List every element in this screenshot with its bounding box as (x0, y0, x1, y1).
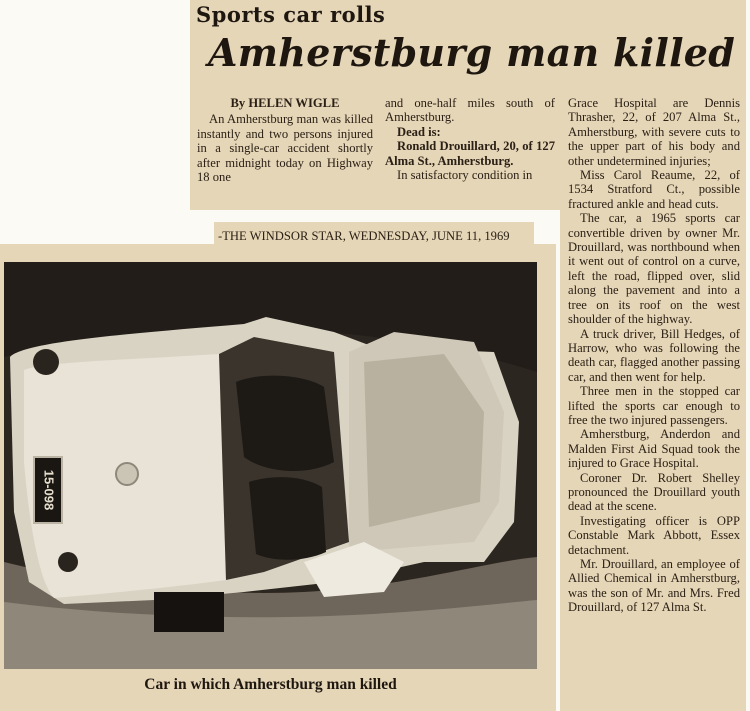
dead-name: Ronald Drouillard, 20, of 127 Alma St., Amherstburg. (385, 139, 555, 168)
paragraph: The car, a 1965 sports car convertible driven by owner Mr. Drouillard, was northbound when it went out of control on a curve, left the road, flipped over, slid along the pavement and into a tree on its roof on the west shoulder of the highway. (568, 211, 740, 327)
headline: Amherstburg man killed (208, 30, 736, 75)
paragraph: In satisfactory condition in (397, 168, 533, 183)
paragraph: and one-half miles south of Amherstburg. (385, 96, 555, 125)
paragraph: Three men in the stopped car lifted the sports car enough to free the two injured passengers. (568, 384, 740, 427)
dateline: -THE WINDSOR STAR, WEDNESDAY, JUNE 11, 1969 (218, 229, 510, 243)
kicker: Sports car rolls (196, 2, 386, 27)
article-column-3 (568, 96, 740, 615)
paragraph: Miss Carol Reaume, 22, of 1534 Stratford Ct., possible fractured ankle and head cuts. (568, 168, 740, 211)
byline: By HELEN WIGLE (230, 96, 340, 110)
paragraph: A truck driver, Bill Hedges, of Harrow, who was following the death car, flagged another passing car, and then went for help. (568, 326, 740, 384)
paragraph: Investigating officer is OPP Constable Mark Abbott, Essex detachment. (568, 513, 740, 557)
paragraph: Mr. Drouillard, an employee of Allied Chemical in Amherstburg, was the son of Mr. and Mrs. Fred Drouillard, of 127 Alma St. (568, 557, 740, 615)
paragraph: An Amherstburg man was killed instantly and two persons injured in a single-car accident shortly after midnight today on Highway 18 one (197, 112, 373, 185)
article-column-1 (197, 96, 373, 184)
paragraph: Grace Hospital are Dennis Thrasher, 22, of 207 Alma St., Amherstburg, with severe cuts to the upper part of his body and other undetermined injuries; (568, 96, 740, 168)
paragraph: Coroner Dr. Robert Shelley pronounced the Drouillard youth dead at the scene. (568, 470, 740, 514)
dead-label: Dead is: (397, 124, 441, 139)
photo-caption: Car in which Amherstburg man killed (144, 676, 397, 693)
news-photo (4, 262, 537, 669)
paragraph: Amherstburg, Anderdon and Malden First Aid Squad took the injured to Grace Hospital. (568, 427, 740, 471)
article-column-2 (385, 96, 555, 182)
license-plate-text: 15-098 (41, 469, 57, 511)
